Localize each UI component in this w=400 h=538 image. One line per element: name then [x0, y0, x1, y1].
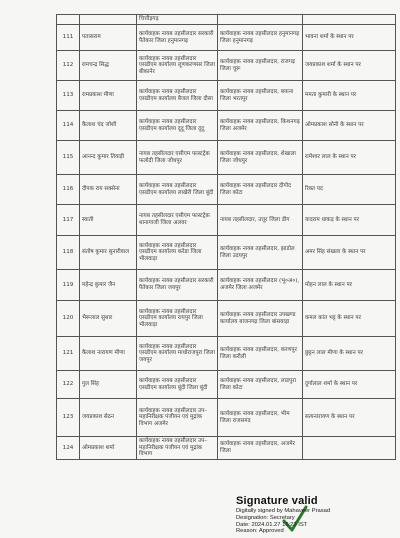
cell-sn [57, 15, 80, 25]
cell-to-post: कार्यवाहक नायब तहसीलदार दीगोद जिला कोटा [218, 175, 303, 205]
cell-remark: कमल कांत भट्ट के स्थान पर [303, 301, 396, 337]
cell-from-post: कार्यवाहक नायब तहसीलदार एसडीएम कार्यालय करेडा जिला भीलवाड़ा [137, 236, 218, 270]
signature-line-signer: Digitally signed by Mahaveer Prasad [236, 508, 331, 514]
cell-remark: जयप्रकाश शर्मा के स्थान पर [303, 51, 396, 81]
cell-serial: 119 [57, 270, 80, 301]
table-row [57, 371, 396, 399]
signature-title: Signature valid [236, 495, 318, 507]
cell-serial: 112 [57, 51, 80, 81]
cell-from-post: कार्यवाहक नायब तहसीलदार एसडीएम कार्यालय लूणकरणसर जिला बीकानेर [137, 51, 218, 81]
cell-serial: 124 [57, 437, 80, 460]
table-row [57, 175, 396, 205]
cell-name: संतोष कुमार सुनारीवाल [80, 236, 137, 270]
cell-remark: भावना शर्मा के स्थान पर [303, 25, 396, 51]
signature-line-reason: Reason: Approved [236, 528, 284, 535]
cell-remark: ममता कुमारी के स्थान पर [303, 81, 396, 111]
cell-serial: 123 [57, 399, 80, 437]
cell-from-post: नायब तहसीलदार एसीएम फास्टट्रेक फलोदी जिला जोधपुर [137, 141, 218, 175]
cell-remark: अमर सिंह संखला के स्थान पर [303, 236, 396, 270]
cell-serial: 114 [57, 111, 80, 141]
cell-name: जयप्रकाश सेठन [80, 399, 137, 437]
cell-remark [303, 15, 396, 25]
cell-from-post: कार्यवाहक नायब तहसीलदार एसडीएम कार्यालय रायपुर जिला भीलवाड़ा [137, 301, 218, 337]
cell-from-post: कार्यवाहक नायब तहसीलदार सरकारी पैतेकार जिला जयपुर [137, 270, 218, 301]
cell-name [80, 15, 137, 25]
cell-name: गुल सिंह [80, 371, 137, 399]
signature-line-designation: Designation: Secretary [236, 514, 295, 521]
table-row [57, 25, 396, 51]
cell-to-post: कार्यवाहक नायब तहसीलदार, झाडोल जिला उदयपुर [218, 236, 303, 270]
cell-to-post: कार्यवाहक नायब तहसीलदार, लाडपुरा जिला कोटा [218, 371, 303, 399]
table-row [57, 301, 396, 337]
table-row [57, 51, 396, 81]
cell-serial: 116 [57, 175, 80, 205]
digital-signature [230, 495, 400, 538]
cell-name: ओमप्रकाश शर्मा [80, 437, 137, 460]
cell-serial: 111 [57, 25, 80, 51]
cell-from-post: कार्यवाहक नायब तहसीलदार एसडीएम कार्यालय माधोराजपुरा जिला जयपुर [137, 337, 218, 371]
cell-from-fragment: चित्तौड़गढ़ [137, 15, 218, 25]
cell-to-post: कार्यवाहक नायब तहसीलदार उपखण्ड कार्यालय बाजनगढ़ जिला बांसवाड़ा [218, 301, 303, 337]
cell-remark: रिक्त पद [303, 175, 396, 205]
table-row [57, 141, 396, 175]
cell-name: स्वाती [80, 205, 137, 236]
cell-from-post: कार्यवाहक नायब तहसीलदार उप–महानिरीक्षक पंजीयन एवं मुद्रांक विभाग अजमेर [137, 399, 218, 437]
cell-from-post: कार्यवाहक नायब तहसीलदार उप–महानिरीक्षक पंजीयन एवं मुद्रांक विभाग [137, 437, 218, 460]
cell-serial: 121 [57, 337, 80, 371]
cell-remark: यादराम धाकड़ के स्थान पर [303, 205, 396, 236]
cell-serial: 118 [57, 236, 80, 270]
table-row-fragment [57, 15, 396, 25]
cell-to-post: कार्यवाहक नायब तहसीलदार, शेखाला जिला जोधपुर [218, 141, 303, 175]
cell-to-post: नायब तहसीलदार, उत्तूर जिला डीग [218, 205, 303, 236]
cell-remark: रामेश्वर लाल के स्थान पर [303, 141, 396, 175]
table-row [57, 111, 396, 141]
cell-name: रामचन्द्र सिद्ध [80, 51, 137, 81]
table-row [57, 270, 396, 301]
cell-name: भैरूलाल सुथार [80, 301, 137, 337]
cell-remark: छुट्टन लाल मीणा के स्थान पर [303, 337, 396, 371]
table-row [57, 437, 396, 460]
cell-to-post: कार्यवाहक नायब तहसीलदार, राजगढ़ जिला चूरू [218, 51, 303, 81]
cell-from-post: कार्यवाहक नायब तहसीलदार एसडीएम कार्यालय लाखेरी जिला बूंदी [137, 175, 218, 205]
cell-remark: दुर्गालाल शर्मा के स्थान पर [303, 371, 396, 399]
cell-name: महेन्द्र कुमार जैन [80, 270, 137, 301]
table-row [57, 81, 396, 111]
cell-to-post: कार्यवाहक नायब तहसीलदार, बयाना जिला भरतपुर [218, 81, 303, 111]
cell-to-post: कार्यवाहक नायब तहसीलदार, किशनगढ़ जिला अजमेर [218, 111, 303, 141]
transfer-table [56, 14, 396, 460]
cell-serial: 115 [57, 141, 80, 175]
table-row [57, 399, 396, 437]
cell-name: रामप्रकाश मीणा [80, 81, 137, 111]
cell-from-post: कार्यवाहक नायब तहसीलदार एसडीएम कार्यालय बूंदी जिला बूंदी [137, 371, 218, 399]
cell-name: आनन्द कुमार तिवाड़ी [80, 141, 137, 175]
cell-from-post: कार्यवाहक नायब तहसीलदार सरकारी पैतेकार जिला हनुमानगढ़ [137, 25, 218, 51]
cell-name: पतासराम [80, 25, 137, 51]
cell-remark: सत्यनारायण के स्थान पर [303, 399, 396, 437]
cell-serial: 113 [57, 81, 80, 111]
table-row [57, 236, 396, 270]
table-row [57, 205, 396, 236]
cell-remark: मोहन लाल के स्थान पर [303, 270, 396, 301]
cell-name: कैलाश चंद जोशी [80, 111, 137, 141]
cell-to-post: कार्यवाहक नायब तहसीलदार हनुमानगढ़ जिला हनुमानगढ़ [218, 25, 303, 51]
cell-to [218, 15, 303, 25]
signature-line-date: Date: 2024.01.27 16:22 IST [236, 521, 308, 528]
cell-to-post: कार्यवाहक नायब तहसीलदार, करणपुर जिला करौली [218, 337, 303, 371]
cell-from-post: नायब तहसीलदार एसीएम फास्टट्रेक थानागाजी जिला अलवर [137, 205, 218, 236]
cell-remark: ओमप्रकाश सोनी के स्थान पर [303, 111, 396, 141]
cell-from-post: कार्यवाहक नायब तहसीलदार एसडीएम कार्यालय बैजल जिला दौसा [137, 81, 218, 111]
table-row [57, 337, 396, 371]
cell-serial: 117 [57, 205, 80, 236]
signature-details [236, 508, 330, 535]
cell-serial: 120 [57, 301, 80, 337]
cell-remark [303, 437, 396, 460]
cell-to-post: कार्यवाहक नायब तहसीलदार (भू०अ०), अजमेर जिला अजमेर [218, 270, 303, 301]
cell-to-post: कार्यवाहक नायब तहसीलदार, भीम जिला राजसमंद [218, 399, 303, 437]
cell-to-post: कार्यवाहक नायब तहसीलदार, अजमेर जिला [218, 437, 303, 460]
cell-serial: 122 [57, 371, 80, 399]
cell-name: दीपक राय सक्सेना [80, 175, 137, 205]
cell-from-post: कार्यवाहक नायब तहसीलदार एसडीएम कार्यालय दूदू जिला दूदू [137, 111, 218, 141]
cell-name: कैलाश नारायण मीणा [80, 337, 137, 371]
